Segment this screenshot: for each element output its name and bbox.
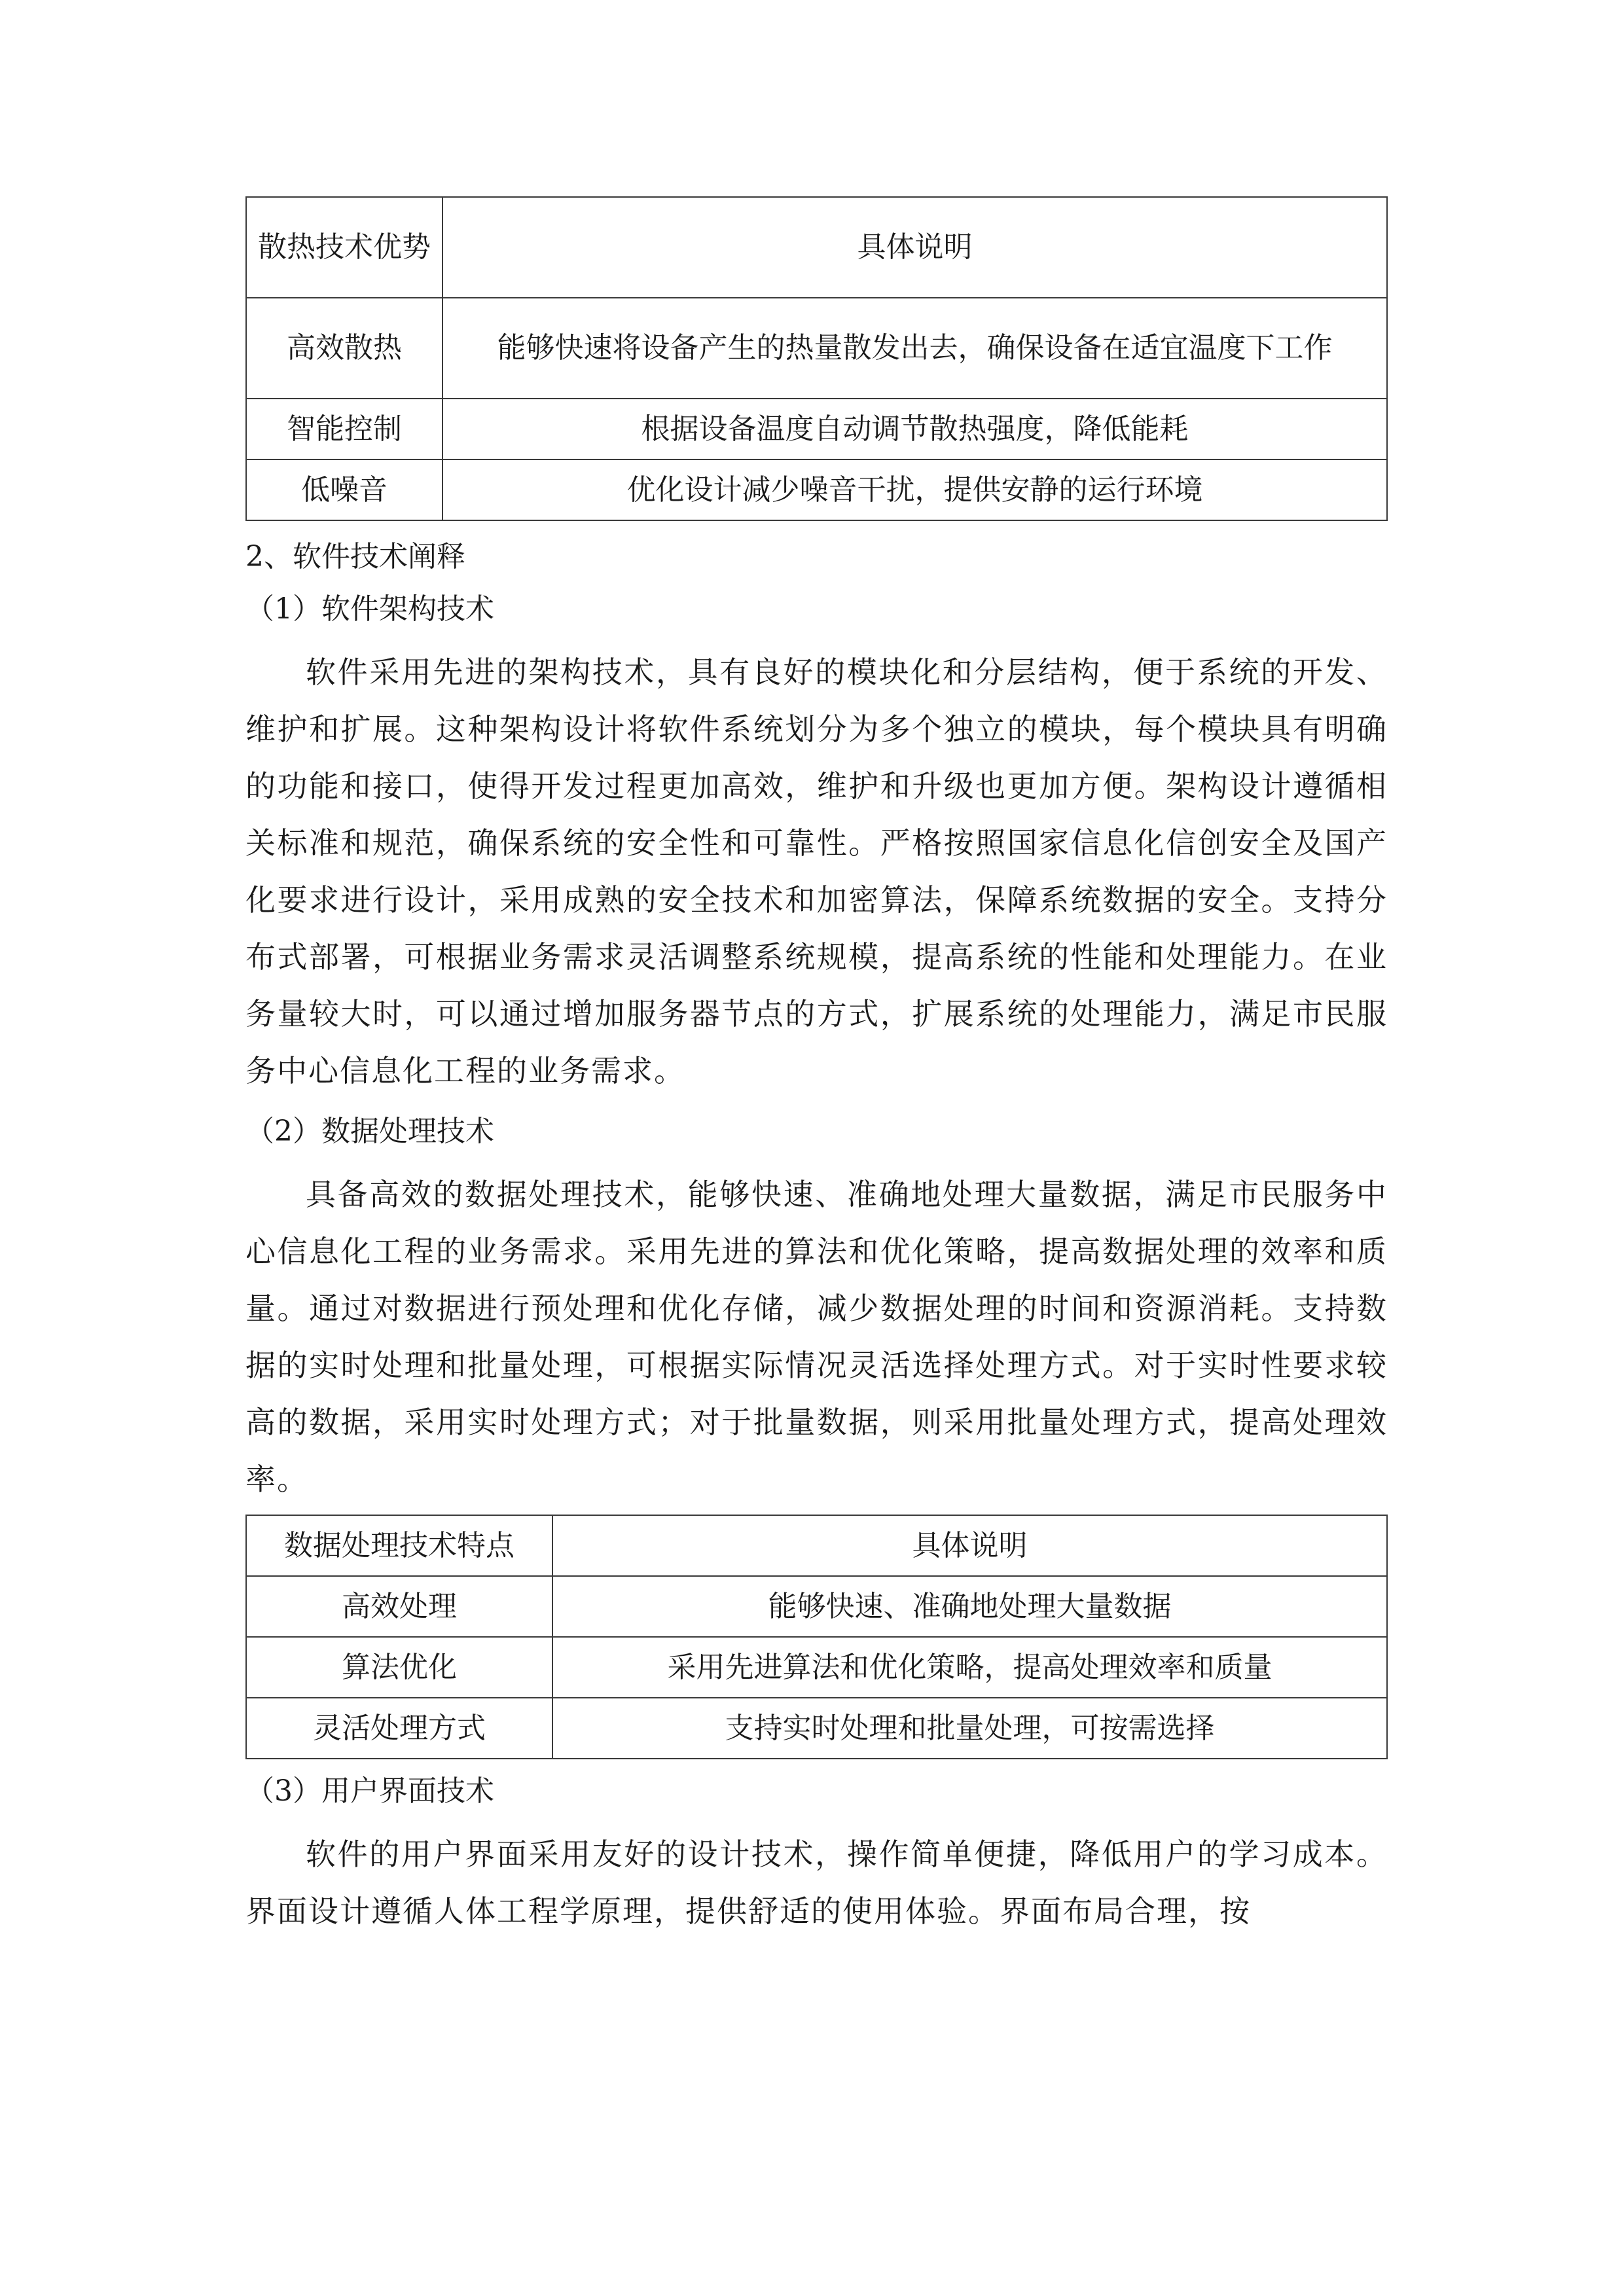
document-page [245, 196, 1388, 1940]
table-header-cell: 散热技术优势 [246, 197, 442, 298]
table-header-cell: 具体说明 [442, 197, 1387, 298]
table-cell: 能够快速、准确地处理大量数据 [552, 1576, 1387, 1637]
table-cell: 优化设计减少噪音干扰，提供安静的运行环境 [442, 459, 1387, 520]
table-row [246, 1576, 1387, 1637]
table-cell: 灵活处理方式 [246, 1698, 552, 1759]
data-processing-table [245, 1515, 1388, 1759]
subsection-heading-data-processing: （2）数据处理技术 [245, 1115, 494, 1148]
paragraph-architecture: 软件采用先进的架构技术，具有良好的模块化和分层结构，便于系统的开发、维护和扩展。这种架构设计将软件系统划分为多个独立的模块，每个模块具有明确的功能和接口，使得开发过程更加高效，维护和升级也更加方便。架构设计遵循相关标准和规范，确保系统的安全性和可靠性。严格按照国家信息化信创安全及国产化要求进行设计，采用成熟的安全技术和加密算法，保障系统数据的安全。支持分布式部署，可根据业务需求灵活调整系统规模，提高系统的性能和处理能力。在业务量较大时，可以通过增加服务器节点的方式，扩展系统的处理能力，满足市民服务中心信息化工程的业务需求。 [245, 655, 1388, 1088]
table-cell: 智能控制 [246, 399, 442, 459]
table-cell: 算法优化 [246, 1637, 552, 1698]
table-cell: 根据设备温度自动调节散热强度，降低能耗 [442, 399, 1387, 459]
table-row [246, 459, 1387, 520]
table-cell: 能够快速将设备产生的热量散发出去，确保设备在适宜温度下工作 [442, 298, 1387, 399]
table-row [246, 399, 1387, 459]
table-cell: 支持实时处理和批量处理，可按需选择 [552, 1698, 1387, 1759]
table-row [246, 1637, 1387, 1698]
table-header-cell: 具体说明 [552, 1515, 1387, 1576]
table-header-row [246, 1515, 1387, 1576]
paragraph-ui: 软件的用户界面采用友好的设计技术，操作简单便捷，降低用户的学习成本。界面设计遵循人体工程学原理，提供舒适的使用体验。界面布局合理，按 [245, 1837, 1388, 1929]
table-header-cell: 数据处理技术特点 [246, 1515, 552, 1576]
subsection-heading-ui: （3）用户界面技术 [245, 1774, 494, 1808]
subsection-heading-architecture: （1）软件架构技术 [245, 592, 494, 626]
table-header-row [246, 197, 1387, 298]
table-row [246, 1698, 1387, 1759]
table-cell: 低噪音 [246, 459, 442, 520]
table-row [246, 298, 1387, 399]
paragraph-data-processing: 具备高效的数据处理技术，能够快速、准确地处理大量数据，满足市民服务中心信息化工程的业务需求。采用先进的算法和优化策略，提高数据处理的效率和质量。通过对数据进行预处理和优化存储，减少数据处理的时间和资源消耗。支持数据的实时处理和批量处理，可根据实际情况灵活选择处理方式。对于实时性要求较高的数据，采用实时处理方式；对于批量数据，则采用批量处理方式，提高处理效率。 [245, 1177, 1388, 1497]
cooling-advantages-table [245, 196, 1388, 521]
section-heading: 2、软件技术阐释 [245, 540, 465, 573]
table-cell: 高效散热 [246, 298, 442, 399]
table-cell: 高效处理 [246, 1576, 552, 1637]
table-cell: 采用先进算法和优化策略，提高处理效率和质量 [552, 1637, 1387, 1698]
